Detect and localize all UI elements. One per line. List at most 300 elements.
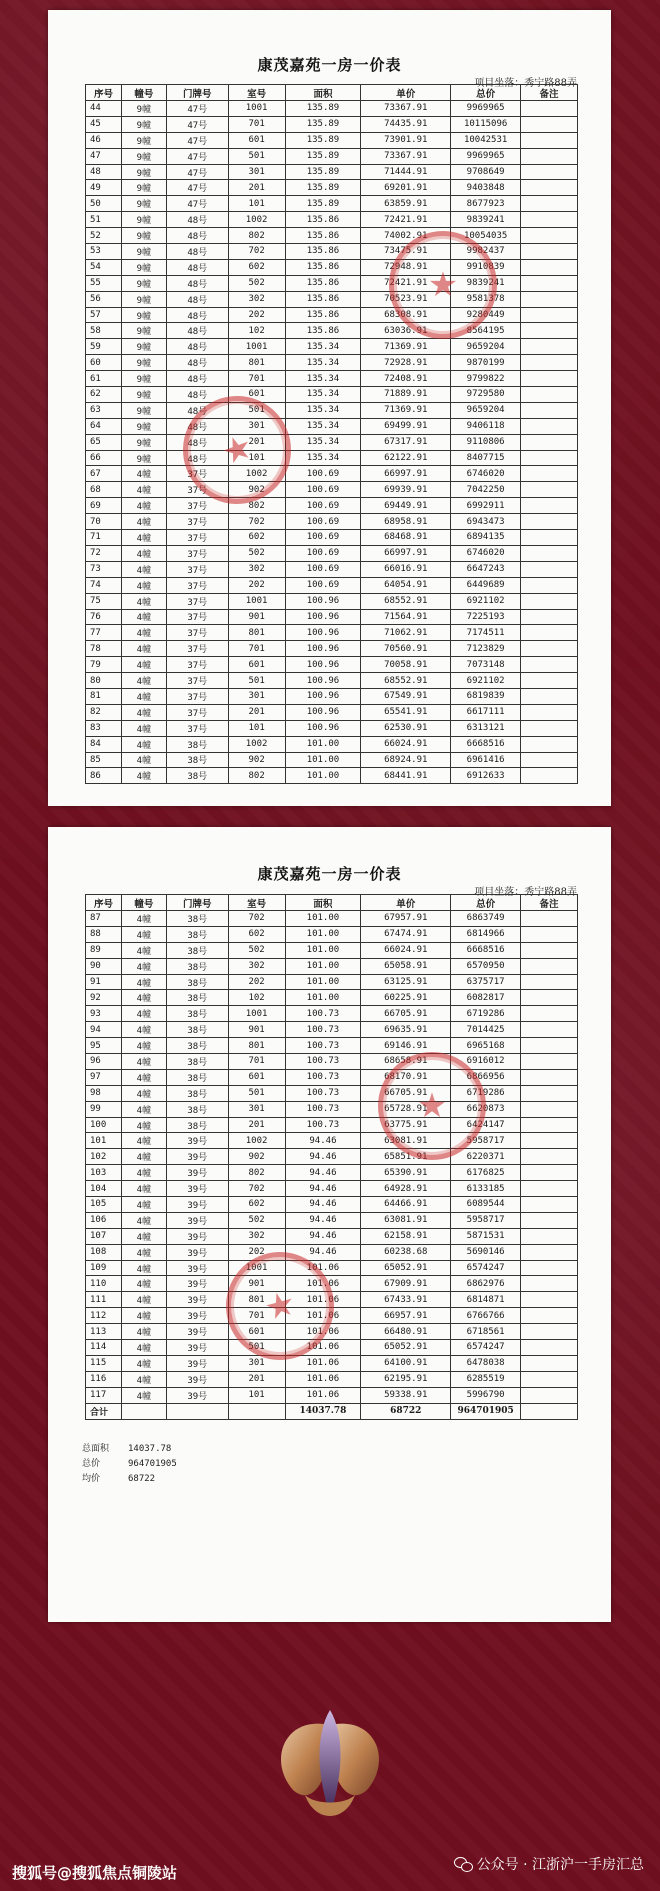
table-cell: 4幢 xyxy=(121,926,166,942)
table-cell: 94.46 xyxy=(285,1181,361,1197)
table-cell xyxy=(521,244,578,260)
table-cell: 4幢 xyxy=(121,1260,166,1276)
table-cell: 6478038 xyxy=(451,1355,521,1371)
table-cell: 1001 xyxy=(228,339,285,355)
table-cell: 6313121 xyxy=(451,720,521,736)
table-cell: 9839241 xyxy=(451,275,521,291)
table-cell: 4幢 xyxy=(121,768,166,784)
table-cell: 117 xyxy=(86,1387,122,1403)
table-cell: 94.46 xyxy=(285,1212,361,1228)
table-cell xyxy=(521,625,578,641)
table-row xyxy=(86,911,578,927)
table-cell: 65052.91 xyxy=(361,1260,451,1276)
table-cell: 50 xyxy=(86,196,122,212)
column-header: 备注 xyxy=(521,895,578,911)
table-cell: 39号 xyxy=(166,1355,228,1371)
column-header: 备注 xyxy=(521,85,578,101)
table-cell: 7042250 xyxy=(451,482,521,498)
table-cell: 201 xyxy=(228,434,285,450)
table-cell: 67909.91 xyxy=(361,1276,451,1292)
price-sheet-page-2 xyxy=(48,827,611,1622)
table-cell: 84 xyxy=(86,736,122,752)
table-cell: 89 xyxy=(86,942,122,958)
table-cell: 62 xyxy=(86,387,122,403)
total-cell xyxy=(228,1403,285,1419)
table-cell: 201 xyxy=(228,1117,285,1133)
table-cell: 72408.91 xyxy=(361,371,451,387)
table-cell: 101 xyxy=(228,1387,285,1403)
table-cell: 44 xyxy=(86,101,122,117)
table-cell: 37号 xyxy=(166,498,228,514)
column-header: 序号 xyxy=(86,895,122,911)
table-cell: 59 xyxy=(86,339,122,355)
table-cell: 72421.91 xyxy=(361,275,451,291)
table-cell: 64100.91 xyxy=(361,1355,451,1371)
table-cell: 6375717 xyxy=(451,974,521,990)
table-cell xyxy=(521,1324,578,1340)
table-cell: 66024.91 xyxy=(361,736,451,752)
column-header: 序号 xyxy=(86,85,122,101)
table-row xyxy=(86,641,578,657)
table-cell: 100.69 xyxy=(285,482,361,498)
table-cell xyxy=(521,1069,578,1085)
table-cell: 100.69 xyxy=(285,498,361,514)
table-row xyxy=(86,1165,578,1181)
table-row xyxy=(86,958,578,974)
table-cell: 101 xyxy=(228,720,285,736)
table-cell: 39号 xyxy=(166,1165,228,1181)
table-cell: 6285519 xyxy=(451,1371,521,1387)
table-cell xyxy=(521,1387,578,1403)
table-cell: 48 xyxy=(86,164,122,180)
table-row xyxy=(86,387,578,403)
table-cell: 101.06 xyxy=(285,1276,361,1292)
table-cell: 135.89 xyxy=(285,101,361,117)
table-cell: 701 xyxy=(228,1054,285,1070)
table-cell: 701 xyxy=(228,371,285,387)
table-cell: 5996790 xyxy=(451,1387,521,1403)
table-cell xyxy=(521,101,578,117)
table-cell: 902 xyxy=(228,1149,285,1165)
table-cell: 9幢 xyxy=(121,307,166,323)
table-cell: 74435.91 xyxy=(361,116,451,132)
table-cell: 9799822 xyxy=(451,371,521,387)
table-cell: 47号 xyxy=(166,164,228,180)
table-cell: 4幢 xyxy=(121,514,166,530)
table-row xyxy=(86,1324,578,1340)
table-cell xyxy=(521,577,578,593)
table-row xyxy=(86,1340,578,1356)
table-cell: 72948.91 xyxy=(361,259,451,275)
table-cell: 101.06 xyxy=(285,1371,361,1387)
total-cell: 14037.78 xyxy=(285,1403,361,1419)
table-cell: 101.00 xyxy=(285,768,361,784)
table-cell: 6746020 xyxy=(451,545,521,561)
table-cell: 6220371 xyxy=(451,1149,521,1165)
table-cell: 63 xyxy=(86,402,122,418)
table-cell: 65728.91 xyxy=(361,1101,451,1117)
table-row xyxy=(86,1022,578,1038)
table-cell: 9幢 xyxy=(121,450,166,466)
table-cell: 92 xyxy=(86,990,122,1006)
table-cell: 6965168 xyxy=(451,1038,521,1054)
table-cell: 68441.91 xyxy=(361,768,451,784)
table-cell: 6668516 xyxy=(451,942,521,958)
table-cell: 78 xyxy=(86,641,122,657)
table-cell: 9幢 xyxy=(121,275,166,291)
table-cell: 56 xyxy=(86,291,122,307)
table-cell xyxy=(521,1355,578,1371)
table-cell: 4幢 xyxy=(121,1212,166,1228)
table-cell: 63036.91 xyxy=(361,323,451,339)
table-row xyxy=(86,498,578,514)
table-cell: 6176825 xyxy=(451,1165,521,1181)
table-cell: 4幢 xyxy=(121,530,166,546)
table-cell: 101.06 xyxy=(285,1340,361,1356)
table-cell: 1001 xyxy=(228,593,285,609)
table-cell: 37号 xyxy=(166,593,228,609)
table-row xyxy=(86,132,578,148)
table-row xyxy=(86,577,578,593)
table-cell xyxy=(521,530,578,546)
table-cell xyxy=(521,911,578,927)
table-cell: 58 xyxy=(86,323,122,339)
table-cell: 601 xyxy=(228,387,285,403)
table-cell: 4幢 xyxy=(121,704,166,720)
table-cell xyxy=(521,1244,578,1260)
table-row xyxy=(86,466,578,482)
table-cell: 502 xyxy=(228,545,285,561)
table-cell: 101.06 xyxy=(285,1292,361,1308)
table-cell: 48号 xyxy=(166,387,228,403)
wechat-icon xyxy=(454,1856,472,1872)
table-cell: 9969965 xyxy=(451,148,521,164)
table-cell: 502 xyxy=(228,275,285,291)
table-cell: 95 xyxy=(86,1038,122,1054)
table-cell: 37号 xyxy=(166,530,228,546)
table-cell: 4幢 xyxy=(121,1006,166,1022)
table-cell: 68552.91 xyxy=(361,673,451,689)
table-cell xyxy=(521,1292,578,1308)
table-row xyxy=(86,339,578,355)
table-cell: 47号 xyxy=(166,132,228,148)
table-row xyxy=(86,942,578,958)
table-row xyxy=(86,673,578,689)
table-cell: 4幢 xyxy=(121,1244,166,1260)
table-cell: 6620873 xyxy=(451,1101,521,1117)
table-cell xyxy=(521,228,578,244)
table-cell: 10054035 xyxy=(451,228,521,244)
table-cell: 6862976 xyxy=(451,1276,521,1292)
table-row xyxy=(86,291,578,307)
table-row xyxy=(86,418,578,434)
table-cell: 63125.91 xyxy=(361,974,451,990)
table-cell: 39号 xyxy=(166,1228,228,1244)
table-cell xyxy=(521,926,578,942)
table-cell: 5958717 xyxy=(451,1212,521,1228)
table-cell: 901 xyxy=(228,1276,285,1292)
table-cell: 502 xyxy=(228,942,285,958)
table-cell: 6719286 xyxy=(451,1085,521,1101)
table-cell: 9幢 xyxy=(121,355,166,371)
table-cell: 68658.91 xyxy=(361,1054,451,1070)
table-cell: 107 xyxy=(86,1228,122,1244)
table-header-row xyxy=(86,85,578,101)
table-cell xyxy=(521,1149,578,1165)
table-cell xyxy=(521,307,578,323)
table-cell: 4幢 xyxy=(121,974,166,990)
table-cell xyxy=(521,1054,578,1070)
table-row xyxy=(86,355,578,371)
table-cell: 70 xyxy=(86,514,122,530)
table-cell: 201 xyxy=(228,180,285,196)
table-cell: 39号 xyxy=(166,1260,228,1276)
table-cell: 39号 xyxy=(166,1181,228,1197)
table-cell xyxy=(521,371,578,387)
table-row xyxy=(86,609,578,625)
table-cell: 68308.91 xyxy=(361,307,451,323)
table-row xyxy=(86,148,578,164)
column-header: 面积 xyxy=(285,85,361,101)
table-cell xyxy=(521,1006,578,1022)
table-cell xyxy=(521,180,578,196)
table-cell: 6718561 xyxy=(451,1324,521,1340)
table-cell: 4幢 xyxy=(121,498,166,514)
table-cell: 6424147 xyxy=(451,1117,521,1133)
table-cell: 135.86 xyxy=(285,228,361,244)
table-cell: 7174511 xyxy=(451,625,521,641)
table-cell: 135.89 xyxy=(285,196,361,212)
table-cell xyxy=(521,1181,578,1197)
table-cell: 94.46 xyxy=(285,1165,361,1181)
table-cell: 48号 xyxy=(166,228,228,244)
table-cell: 135.89 xyxy=(285,132,361,148)
total-cell: 964701905 xyxy=(451,1403,521,1419)
table-row xyxy=(86,1133,578,1149)
table-cell: 9幢 xyxy=(121,434,166,450)
table-cell: 38号 xyxy=(166,1101,228,1117)
table-cell: 301 xyxy=(228,1101,285,1117)
table-cell: 47 xyxy=(86,148,122,164)
table-cell xyxy=(521,1340,578,1356)
table-row xyxy=(86,1308,578,1324)
table-cell: 106 xyxy=(86,1212,122,1228)
table-row xyxy=(86,1054,578,1070)
total-cell: 合计 xyxy=(86,1403,122,1419)
table-cell: 4幢 xyxy=(121,673,166,689)
table-cell: 70560.91 xyxy=(361,641,451,657)
table-cell: 4幢 xyxy=(121,1292,166,1308)
table-cell: 38号 xyxy=(166,958,228,974)
table-cell: 51 xyxy=(86,212,122,228)
table-cell: 9910839 xyxy=(451,259,521,275)
table-cell xyxy=(521,466,578,482)
table-cell: 74 xyxy=(86,577,122,593)
table-cell: 135.89 xyxy=(285,148,361,164)
table-cell xyxy=(521,323,578,339)
summary-block xyxy=(82,1442,177,1487)
table-cell: 73367.91 xyxy=(361,148,451,164)
table-cell: 135.34 xyxy=(285,450,361,466)
table-cell: 4幢 xyxy=(121,545,166,561)
table-cell: 73 xyxy=(86,561,122,577)
table-cell: 62530.91 xyxy=(361,720,451,736)
table-cell: 601 xyxy=(228,132,285,148)
table-cell xyxy=(521,1212,578,1228)
table-cell: 9幢 xyxy=(121,148,166,164)
table-cell: 9幢 xyxy=(121,323,166,339)
table-cell: 64928.91 xyxy=(361,1181,451,1197)
table-cell: 4幢 xyxy=(121,911,166,927)
table-cell: 39号 xyxy=(166,1149,228,1165)
table-cell: 6866956 xyxy=(451,1069,521,1085)
table-cell: 38号 xyxy=(166,942,228,958)
table-cell: 53 xyxy=(86,244,122,260)
table-cell: 9403848 xyxy=(451,180,521,196)
table-cell: 6992911 xyxy=(451,498,521,514)
table-cell: 59338.91 xyxy=(361,1387,451,1403)
table-cell: 100.96 xyxy=(285,593,361,609)
table-cell: 6921102 xyxy=(451,593,521,609)
table-cell xyxy=(521,212,578,228)
project-location: 项目坐落：秀宁路88弄 xyxy=(474,78,577,89)
table-cell: 115 xyxy=(86,1355,122,1371)
table-cell: 701 xyxy=(228,641,285,657)
table-cell: 45 xyxy=(86,116,122,132)
total-cell xyxy=(166,1403,228,1419)
price-sheet-page-1 xyxy=(48,10,611,806)
table-cell xyxy=(521,116,578,132)
table-cell: 4幢 xyxy=(121,1069,166,1085)
table-cell: 901 xyxy=(228,1022,285,1038)
table-row xyxy=(86,1355,578,1371)
table-cell: 66957.91 xyxy=(361,1308,451,1324)
table-cell: 91 xyxy=(86,974,122,990)
table-cell: 69635.91 xyxy=(361,1022,451,1038)
table-cell: 39号 xyxy=(166,1324,228,1340)
table-cell: 73367.91 xyxy=(361,101,451,117)
table-cell xyxy=(521,1371,578,1387)
table-row xyxy=(86,402,578,418)
table-cell: 602 xyxy=(228,259,285,275)
table-cell: 9幢 xyxy=(121,259,166,275)
table-cell xyxy=(521,1308,578,1324)
table-cell: 302 xyxy=(228,561,285,577)
table-row xyxy=(86,450,578,466)
table-cell: 69499.91 xyxy=(361,418,451,434)
table-cell: 601 xyxy=(228,1069,285,1085)
table-cell xyxy=(521,1085,578,1101)
table-row xyxy=(86,545,578,561)
table-cell: 93 xyxy=(86,1006,122,1022)
table-cell: 71062.91 xyxy=(361,625,451,641)
table-cell: 96 xyxy=(86,1054,122,1070)
table-cell: 135.34 xyxy=(285,371,361,387)
table-cell: 9幢 xyxy=(121,244,166,260)
table-cell: 69939.91 xyxy=(361,482,451,498)
table-cell: 66997.91 xyxy=(361,466,451,482)
table-cell: 100.69 xyxy=(285,466,361,482)
table-cell: 1001 xyxy=(228,1006,285,1022)
table-cell: 70523.91 xyxy=(361,291,451,307)
table-cell: 202 xyxy=(228,1244,285,1260)
crystal-orchid-ornament xyxy=(265,1705,395,1825)
total-cell xyxy=(521,1403,578,1419)
table-cell: 602 xyxy=(228,926,285,942)
table-cell: 79 xyxy=(86,657,122,673)
table-cell: 135.34 xyxy=(285,387,361,403)
table-cell: 901 xyxy=(228,609,285,625)
table-cell: 135.89 xyxy=(285,116,361,132)
table-cell: 67549.91 xyxy=(361,688,451,704)
table-cell: 135.86 xyxy=(285,323,361,339)
table-cell: 701 xyxy=(228,1308,285,1324)
table-cell: 81 xyxy=(86,688,122,704)
table-cell: 69 xyxy=(86,498,122,514)
table-cell xyxy=(521,498,578,514)
table-cell xyxy=(521,545,578,561)
table-cell: 501 xyxy=(228,148,285,164)
table-cell: 113 xyxy=(86,1324,122,1340)
table-cell: 6863749 xyxy=(451,911,521,927)
table-cell: 71564.91 xyxy=(361,609,451,625)
table-row xyxy=(86,1292,578,1308)
table-cell xyxy=(521,450,578,466)
table-cell xyxy=(521,1228,578,1244)
sohu-watermark: 搜狐号@搜狐焦点铜陵站 xyxy=(12,1864,178,1882)
total-row xyxy=(86,1403,578,1419)
table-cell: 88 xyxy=(86,926,122,942)
price-table xyxy=(85,84,578,784)
table-cell: 94.46 xyxy=(285,1133,361,1149)
table-cell: 55 xyxy=(86,275,122,291)
table-cell: 101 xyxy=(86,1133,122,1149)
table-cell xyxy=(521,1038,578,1054)
table-cell: 37号 xyxy=(166,466,228,482)
table-cell: 38号 xyxy=(166,1054,228,1070)
table-cell: 100.73 xyxy=(285,1069,361,1085)
summary-total-price: 总价 964701905 xyxy=(82,1459,177,1469)
table-cell: 601 xyxy=(228,1324,285,1340)
table-cell: 108 xyxy=(86,1244,122,1260)
table-cell: 37号 xyxy=(166,609,228,625)
table-cell: 1002 xyxy=(228,212,285,228)
table-cell xyxy=(521,434,578,450)
table-cell: 97 xyxy=(86,1069,122,1085)
table-cell: 38号 xyxy=(166,768,228,784)
table-row xyxy=(86,974,578,990)
table-cell: 101.00 xyxy=(285,958,361,974)
project-location: 项目坐落：秀宁路88弄 xyxy=(474,887,577,898)
table-cell: 38号 xyxy=(166,974,228,990)
table-cell: 6912633 xyxy=(451,768,521,784)
table-cell xyxy=(521,275,578,291)
table-cell: 69201.91 xyxy=(361,180,451,196)
table-cell: 64466.91 xyxy=(361,1197,451,1213)
table-cell xyxy=(521,561,578,577)
table-cell: 47号 xyxy=(166,180,228,196)
table-cell: 75 xyxy=(86,593,122,609)
table-cell xyxy=(521,148,578,164)
table-cell: 6449689 xyxy=(451,577,521,593)
table-cell: 9870199 xyxy=(451,355,521,371)
table-cell: 802 xyxy=(228,768,285,784)
table-cell: 135.86 xyxy=(285,212,361,228)
table-cell: 101 xyxy=(228,450,285,466)
table-cell: 1001 xyxy=(228,101,285,117)
table-cell: 8677923 xyxy=(451,196,521,212)
table-cell: 66997.91 xyxy=(361,545,451,561)
